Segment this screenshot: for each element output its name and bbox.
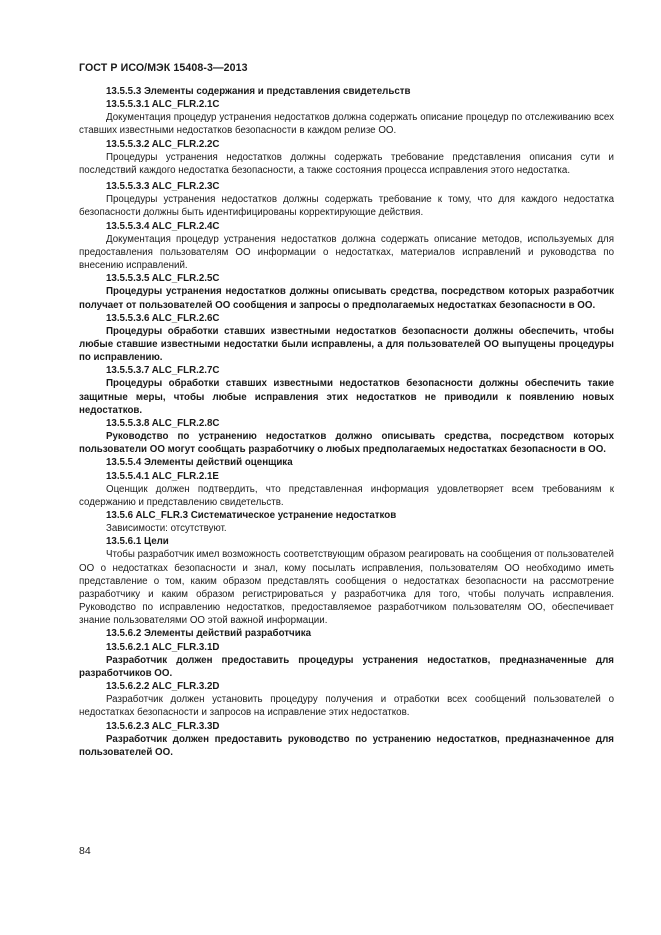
section-heading: 13.5.5.3.1 ALC_FLR.2.1C [106, 99, 220, 111]
body-paragraph: Документация процедур устранения недостатков должна содержать описание методов, используемых для предоставления пользователям ОО информации о недостатках, материалов исправлений и руководства по внесению исправлений. [79, 233, 614, 272]
document-header: ГОСТ Р ИСО/МЭК 15408-3—2013 [79, 62, 248, 74]
body-paragraph: Документация процедур устранения недостатков должна содержать описание процедур по отслеживанию всех ставших известными недостатков безопасности в каждом релизе ОО. [79, 112, 614, 137]
section-heading: 13.5.5.3.4 ALC_FLR.2.4C [106, 220, 220, 232]
requirement-paragraph: Руководство по устранению недостатков должно описывать средства, посредством которых пользователи ОО могут сообщать разработчику о любых предполагаемых недостатках безопасности в ОО. [79, 431, 614, 456]
section-heading: 13.5.5.3.2 ALC_FLR.2.2C [106, 138, 220, 150]
document-body [79, 85, 614, 759]
section-heading: 13.5.5.3.3 ALC_FLR.2.3C [106, 181, 220, 193]
section-heading: 13.5.5.3.8 ALC_FLR.2.8C [106, 417, 220, 429]
requirement-paragraph: Процедуры обработки ставших известными недостатков безопасности должны обеспечить такие защитные меры, чтобы любые исправления этих недостатков не приводили к появлению новых недостатков. [79, 378, 614, 416]
page-number: 84 [79, 845, 91, 857]
section-heading: 13.5.5.4.1 ALC_FLR.2.1E [106, 470, 219, 482]
section-heading: 13.5.5.3 Элементы содержания и представления свидетельств [106, 86, 411, 97]
body-paragraph: Зависимости: отсутствуют. [106, 523, 227, 535]
body-paragraph: Процедуры устранения недостатков должны содержать требование представления описания сути и последствий каждого недостатка безопасности, а также состояния процесса исправления этого недостатка. [79, 151, 614, 176]
section-heading: 13.5.5.3.6 ALC_FLR.2.6C [106, 312, 220, 324]
section-heading: 13.5.5.3.5 ALC_FLR.2.5C [106, 273, 220, 285]
section-heading: 13.5.6.2.1 ALC_FLR.3.1D [106, 641, 220, 653]
section-heading: 13.5.6 ALC_FLR.3 Систематическое устранение недостатков [106, 510, 397, 521]
section-heading: 13.5.6.1 Цели [106, 536, 169, 548]
section-heading: 13.5.5.3.7 ALC_FLR.2.7C [106, 365, 220, 377]
body-paragraph: Оценщик должен подтвердить, что представленная информация удовлетворяет всем требованиям к содержанию и представлению свидетельств. [79, 483, 614, 508]
body-paragraph: Разработчик должен установить процедуру получения и отработки всех сообщений пользователей о недостатках безопасности и запросов на исправление этих недостатков. [79, 694, 614, 719]
section-heading: 13.5.6.2.3 ALC_FLR.3.3D [106, 720, 220, 732]
section-heading: 13.5.5.4 Элементы действий оценщика [106, 457, 293, 469]
body-paragraph: Процедуры устранения недостатков должны содержать требование к тому, что для каждого недостатка безопасности должны быть идентифицированы корректирующие действия. [79, 194, 614, 219]
body-paragraph: Чтобы разработчик имел возможность соответствующим образом реагировать на сообщения от пользователей ОО о недостатках безопасности и знал, кому посылать исправления, пользователям ОО необходимо иметь представление о том, каким образом представлять сообщения о недостатках безопасности на рассмотрение разработчику и каким образом регистрироваться у разработчика для того, чтобы получать исправления. Руководство по исправлению недостатков, предоставляемое разработчиком пользователям ОО, обеспечивает знание пользователями ОО этой важной информации. [79, 549, 614, 627]
requirement-paragraph: Разработчик должен предоставить руководство по устранению недостатков, предназначенное для пользователей ОО. [79, 733, 614, 758]
section-heading: 13.5.6.2.2 ALC_FLR.3.2D [106, 681, 220, 693]
section-heading: 13.5.6.2 Элементы действий разработчика [106, 628, 312, 640]
requirement-paragraph: Разработчик должен предоставить процедуры устранения недостатков, предназначенные для разработчиков ОО. [79, 654, 614, 679]
requirement-paragraph: Процедуры устранения недостатков должны описывать средства, посредством которых разработчик получает от пользователей ОО сообщения и запросы о предполагаемых недостатках безопасности в ОО. [79, 286, 614, 311]
requirement-paragraph: Процедуры обработки ставших известными недостатков безопасности должны обеспечить, чтобы любые ставшие известными недостатки были исправлены, а для пользователей ОО выпущены процедуры по исправлению. [79, 325, 614, 364]
